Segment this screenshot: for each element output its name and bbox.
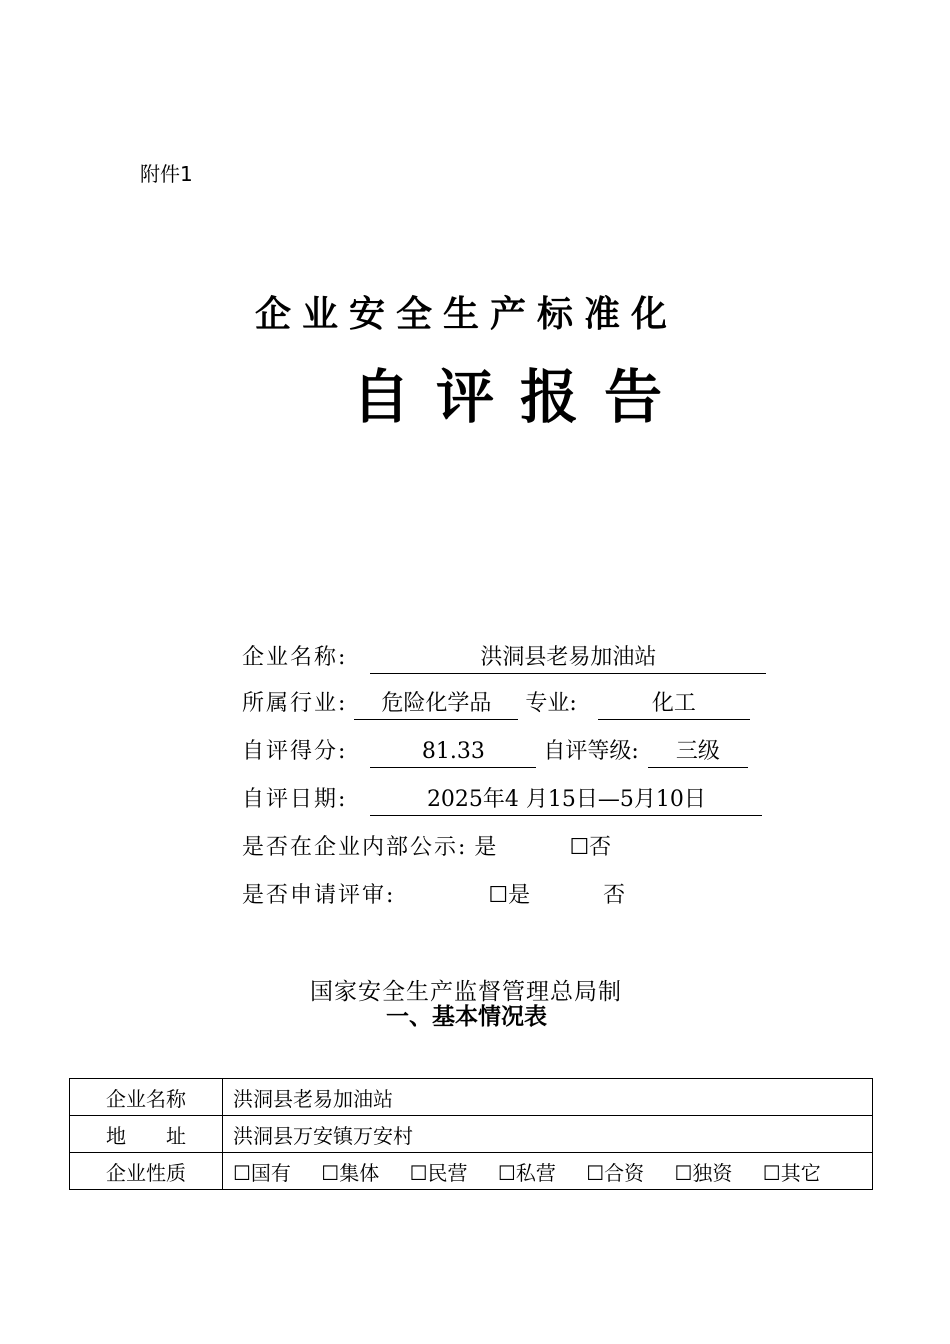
table-key-cell: 地 址 xyxy=(70,1116,223,1153)
nature-option-checkbox[interactable]: ☐私营 xyxy=(497,1160,556,1185)
company-name-label: 企业名称: xyxy=(242,645,348,670)
publicity-no-checkbox[interactable]: ☐否 xyxy=(569,835,612,860)
publicity-line xyxy=(242,830,611,862)
nature-option-checkbox[interactable]: ☐国有 xyxy=(233,1160,291,1185)
industry-label: 所属行业: xyxy=(242,691,348,716)
nature-option-checkbox[interactable]: ☐合资 xyxy=(586,1160,645,1185)
report-title-line2: 自评报告 xyxy=(352,363,689,431)
nature-option-checkbox[interactable]: ☐集体 xyxy=(321,1160,380,1185)
review-line xyxy=(242,878,625,910)
score-label: 自评得分: xyxy=(242,739,348,764)
score-line xyxy=(242,734,748,766)
table-value-cell: 洪洞县万安镇万安村 xyxy=(223,1116,873,1153)
review-yes-checkbox[interactable]: ☐是 xyxy=(488,883,531,908)
basic-info-table xyxy=(69,1078,873,1190)
table-key-cell: 企业名称 xyxy=(70,1079,223,1116)
nature-option-checkbox[interactable]: ☐民营 xyxy=(409,1160,468,1185)
review-no: 否 xyxy=(603,883,626,908)
grade-value: 三级 xyxy=(648,737,748,768)
nature-option-checkbox[interactable]: ☐其它 xyxy=(762,1160,821,1185)
section-title: 一、基本情况表 xyxy=(386,1004,547,1030)
industry-value: 危险化学品 xyxy=(354,689,518,720)
table-key-cell: 企业性质 xyxy=(70,1153,223,1190)
date-value: 2025年4 月15日—5月10日 xyxy=(370,785,762,816)
publicity-yes: 是 xyxy=(474,835,497,860)
industry-line xyxy=(242,686,750,718)
table-row xyxy=(70,1116,873,1153)
company-name-value: 洪洞县老易加油站 xyxy=(370,643,766,674)
date-line xyxy=(242,782,762,814)
score-value: 81.33 xyxy=(370,737,536,768)
grade-label: 自评等级: xyxy=(543,739,639,764)
review-label: 是否申请评审: xyxy=(242,883,396,908)
table-value-cell: 洪洞县老易加油站 xyxy=(223,1079,873,1116)
specialty-value: 化工 xyxy=(598,689,750,720)
date-label: 自评日期: xyxy=(242,787,348,812)
table-row xyxy=(70,1153,873,1190)
nature-option-checkbox[interactable]: ☐独资 xyxy=(674,1160,733,1185)
table-row xyxy=(70,1079,873,1116)
report-title-line1: 企业安全生产标准化 xyxy=(255,294,679,335)
company-name-line xyxy=(242,640,766,672)
enterprise-nature-options xyxy=(223,1153,873,1190)
issuing-authority: 国家安全生产监督管理总局制 xyxy=(310,979,622,1005)
specialty-label: 专业: xyxy=(525,691,577,716)
publicity-label: 是否在企业内部公示: xyxy=(242,835,468,860)
attachment-label: 附件1 xyxy=(140,162,193,186)
